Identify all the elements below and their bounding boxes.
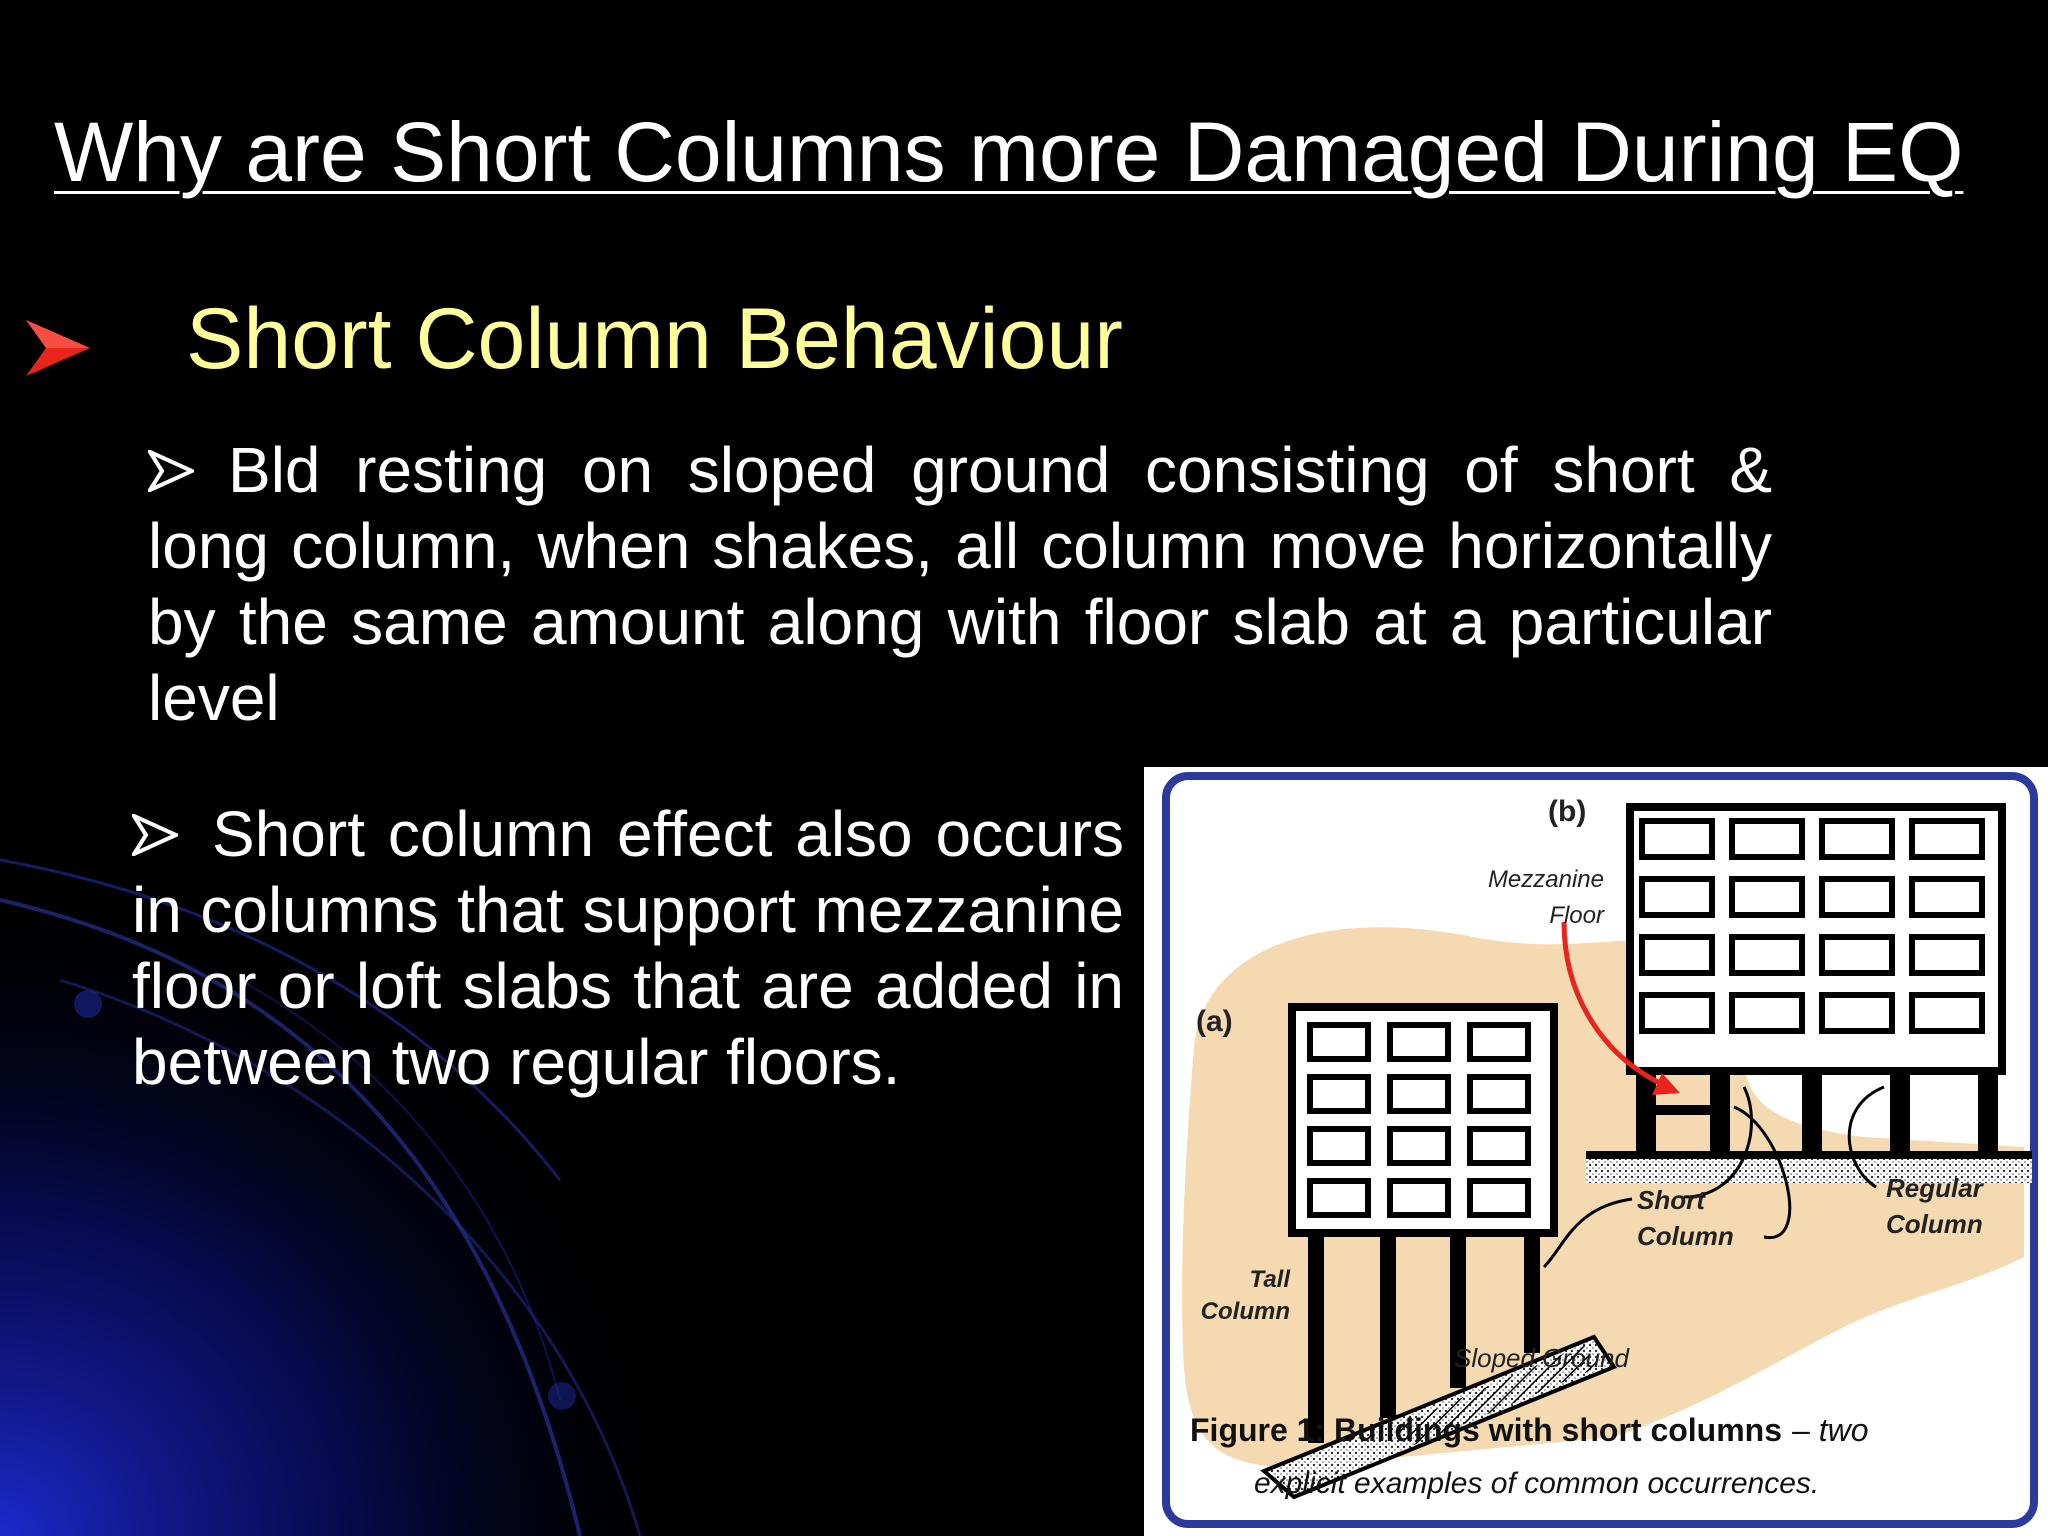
regular-column-label: Regular	[1886, 1173, 1983, 1203]
section-heading: Short Column Behaviour	[186, 291, 1123, 387]
bullet-paragraph	[148, 432, 1772, 736]
window	[1470, 1129, 1528, 1163]
window	[1310, 1025, 1368, 1059]
window	[1912, 879, 1982, 915]
window	[1390, 1181, 1448, 1215]
figure-caption-line2: explicit examples of common occurrences.	[1254, 1467, 1820, 1500]
sloped-ground-label: Sloped Ground	[1454, 1343, 1629, 1373]
window	[1732, 937, 1802, 973]
figure-drawing	[1144, 767, 2048, 1536]
mezzanine-label: Mezzanine	[1487, 866, 1604, 893]
arrow-bullet-icon	[24, 318, 92, 378]
bullet-text: Short column effect also occurs in columns that support mezzanine floor or loft slabs that are added in between two regular floors.	[132, 798, 1124, 1098]
window	[1470, 1181, 1528, 1215]
mezzanine-slab	[1636, 1105, 1730, 1115]
window	[1732, 995, 1802, 1031]
window	[1822, 937, 1892, 973]
window	[1732, 879, 1802, 915]
caption-italic: – two	[1792, 1412, 1869, 1448]
window	[1912, 995, 1982, 1031]
window	[1470, 1077, 1528, 1111]
short-column-label: Column	[1637, 1221, 1734, 1251]
window	[1822, 821, 1892, 857]
window	[1822, 879, 1892, 915]
window	[1732, 821, 1802, 857]
tall-column-label: Column	[1200, 1298, 1290, 1325]
window	[1642, 937, 1712, 973]
arrow-bullet-icon	[132, 814, 178, 856]
window	[1642, 821, 1712, 857]
window	[1642, 879, 1712, 915]
window	[1390, 1025, 1448, 1059]
window	[1912, 937, 1982, 973]
window	[1822, 995, 1892, 1031]
window	[1310, 1129, 1368, 1163]
building-figure	[1144, 767, 2048, 1536]
window	[1470, 1025, 1528, 1059]
window	[1642, 995, 1712, 1031]
bullet-text: Bld resting on sloped ground consisting of short & long column, when shakes, all column move horizontally by the same amount along with floor slab at a particular level	[148, 434, 1772, 734]
regular-column-label: Column	[1886, 1209, 1983, 1239]
figure-caption	[1190, 1412, 1869, 1448]
window	[1390, 1077, 1448, 1111]
slide-title: Why are Short Columns more Damaged During EQ	[54, 105, 1964, 199]
label-b: (b)	[1548, 795, 1587, 828]
window	[1390, 1129, 1448, 1163]
caption-bold: Figure 1: Buildings with short columns	[1190, 1412, 1783, 1448]
short-column-label: Short	[1637, 1185, 1705, 1215]
arrow-bullet-icon	[148, 450, 194, 492]
label-a: (a)	[1196, 1005, 1233, 1038]
tall-column-label: Tall	[1249, 1266, 1290, 1293]
window	[1310, 1077, 1368, 1111]
bullet-paragraph	[132, 796, 1124, 1100]
mezzanine-label: Floor	[1549, 902, 1604, 929]
window	[1310, 1181, 1368, 1215]
window	[1912, 821, 1982, 857]
